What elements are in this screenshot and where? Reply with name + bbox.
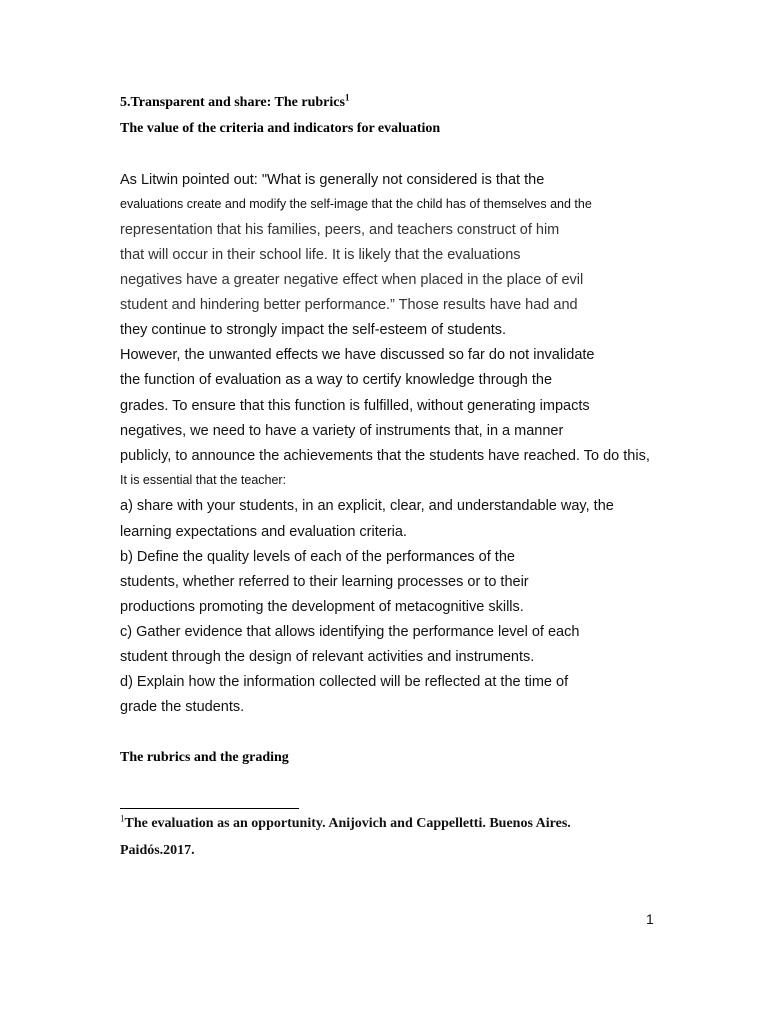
section-title-text: 5.Transparent and share: The rubrics [120, 95, 345, 110]
body-line: student through the design of relevant activities and instruments. [120, 649, 535, 665]
body-line: It is essential that the teacher: [120, 473, 287, 487]
section-subtitle: The value of the criteria and indicators for evaluation [120, 121, 441, 136]
body-line: the function of evaluation as a way to certify knowledge through the [120, 372, 553, 388]
body-line: negatives have a greater negative effect when placed in the place of evil [120, 272, 584, 288]
body-line: that will occur in their school life. It is likely that the evaluations [120, 247, 521, 263]
footnote-divider [120, 808, 299, 809]
body-line: However, the unwanted effects we have discussed so far do not invalidate [120, 347, 595, 363]
body-line: evaluations create and modify the self-image that the child has of themselves and the [120, 197, 592, 211]
list-item: a) share with your students, in an explicit, clear, and understandable way, the [120, 498, 614, 514]
body-line: they continue to strongly impact the self-esteem of students. [120, 322, 507, 338]
list-item: b) Define the quality levels of each of the performances of the [120, 549, 515, 565]
list-item: d) Explain how the information collected will be reflected at the time of [120, 674, 569, 690]
footnote-text: The evaluation as an opportunity. Anijovich and Cappelletti. Buenos Aires. [124, 816, 571, 831]
section-title [120, 92, 350, 111]
footnote-reference: 1 [344, 92, 350, 103]
body-line: negatives, we need to have a variety of instruments that, in a manner [120, 423, 564, 439]
list-item: c) Gather evidence that allows identifying the performance level of each [120, 624, 580, 640]
body-line: publicly, to announce the achievements that the students have reached. To do this, [120, 448, 650, 464]
body-line: grades. To ensure that this function is fulfilled, without generating impacts [120, 398, 590, 414]
body-line: As Litwin pointed out: "What is generally not considered is that the [120, 172, 545, 188]
body-line: learning expectations and evaluation criteria. [120, 524, 407, 540]
subsection-heading: The rubrics and the grading [120, 750, 289, 765]
page-number: 1 [646, 911, 654, 927]
body-line: grade the students. [120, 699, 245, 715]
body-line: student and hindering better performance.” Those results have had and [120, 297, 578, 313]
footnote-line: Paidós.2017. [120, 843, 195, 858]
body-line: students, whether referred to their learning processes or to their [120, 574, 529, 590]
body-line: productions promoting the development of metacognitive skills. [120, 599, 524, 615]
footnote-line [120, 813, 571, 832]
body-line: representation that his families, peers, and teachers construct of him [120, 222, 560, 238]
footnote-mark: 1 [120, 813, 125, 824]
